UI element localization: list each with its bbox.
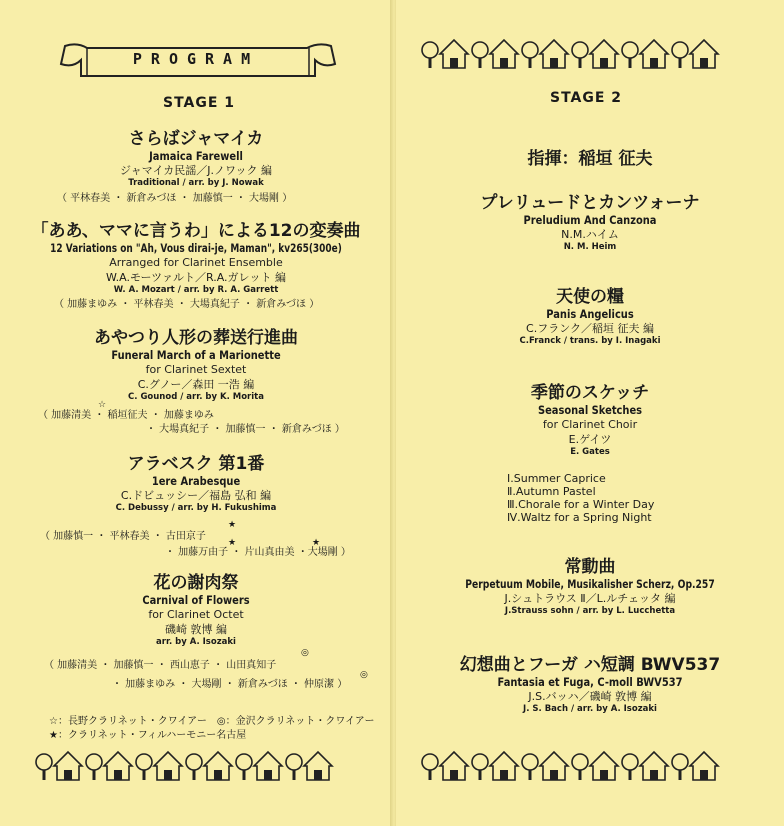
subtitle: Arranged for Clarinet Ensemble bbox=[109, 256, 283, 269]
piece-title-en: 12 Variations on "Ah, Vous dirai-je, Maman", kv265(300e) bbox=[50, 241, 342, 255]
composer: C.ドビュッシー／福島 弘和 編 bbox=[120, 489, 272, 502]
piece-5 bbox=[0, 574, 392, 648]
house-tree-border-icon bbox=[420, 748, 770, 788]
performers: （ 加藤慎一 ・ 平林春美 ・ 古田京子 bbox=[40, 531, 206, 542]
legend-line: ☆：長野クラリネット・クワイアー ◎：金沢クラリネット・クワイアー bbox=[49, 716, 375, 727]
movement: Ⅳ.Waltz for a Spring Night bbox=[507, 511, 652, 524]
conductor: 指揮：稲垣 征夫 bbox=[527, 149, 653, 169]
stage2-label: STAGE 2 bbox=[550, 90, 623, 106]
movement: Ⅰ.Summer Caprice bbox=[507, 472, 606, 485]
performers: ・ 加藤まゆみ ・ 大場剛 ・ 新倉みづほ ・ 仲原潔 ） bbox=[112, 679, 348, 690]
subtitle: for Clarinet Choir bbox=[542, 418, 638, 431]
piece-title-en: Panis Angelicus bbox=[546, 307, 634, 321]
piece-r5 bbox=[396, 656, 784, 715]
piece-title-en: Fantasia et Fuga, C-moll BWV537 bbox=[497, 675, 683, 689]
piece-title-jp: 季節のスケッチ bbox=[530, 383, 650, 403]
piece-title-en: Preludium And Canzona bbox=[523, 213, 657, 227]
piece-title-jp: あやつり人形の葬送行進曲 bbox=[94, 328, 298, 348]
piece-r3 bbox=[396, 384, 784, 458]
composer: E.ゲイツ bbox=[568, 433, 612, 446]
performers: （ 加藤まゆみ ・ 平林春美 ・ 大場真紀子 ・ 新倉みづほ ） bbox=[54, 299, 320, 310]
piece-title-en: Jamaica Farewell bbox=[149, 149, 243, 163]
arranger-en: arr. by A. Isozaki bbox=[156, 637, 236, 647]
house-tree-border-icon bbox=[34, 748, 384, 788]
movement: Ⅱ.Autumn Pastel bbox=[507, 485, 596, 498]
stage1-label: STAGE 1 bbox=[163, 95, 236, 111]
piece-r4 bbox=[396, 558, 784, 617]
arranger-en: Traditional / arr. by J. Nowak bbox=[128, 178, 264, 188]
arranger-en: J. S. Bach / arr. by A. Isozaki bbox=[523, 704, 657, 714]
composer: ジャマイカ民謡／J.ノワック 編 bbox=[120, 164, 272, 177]
performers: （ 平林春美 ・ 新倉みづほ ・ 加藤慎一 ・ 大場剛 ） bbox=[57, 193, 293, 204]
performers: （ 加藤清美 ・ 稲垣征夫 ・ 加藤まゆみ bbox=[38, 410, 214, 421]
double-circle-icon: ◎ bbox=[360, 670, 368, 680]
movement: Ⅲ.Chorale for a Winter Day bbox=[507, 498, 655, 511]
performers: （ 加藤清美 ・ 加藤慎一 ・ 西山恵子 ・ 山田真知子 bbox=[44, 660, 277, 671]
arranger-en: J.Strauss sohn / arr. by L. Lucchetta bbox=[504, 606, 676, 616]
arranger-en: W. A. Mozart / arr. by R. A. Garrett bbox=[113, 285, 279, 295]
piece-title-jp: 天使の糧 bbox=[556, 287, 624, 307]
subtitle: for Clarinet Sextet bbox=[145, 363, 247, 376]
black-star-icon: ★ bbox=[312, 538, 321, 548]
piece-title-en: Perpetuum Mobile, Musikalisher Scherz, Op.257 bbox=[465, 577, 715, 591]
piece-r1 bbox=[396, 194, 784, 253]
performers: ・ 加藤万由子 ・ 片山真由美 ・大場剛 ） bbox=[165, 547, 351, 558]
composer: N.M.ハイム bbox=[561, 228, 619, 241]
piece-title-jp: 花の謝肉祭 bbox=[153, 573, 239, 593]
piece-title-en: 1ere Arabesque bbox=[151, 474, 241, 488]
piece-title-jp: 常動曲 bbox=[564, 557, 616, 577]
white-star-icon: ☆ bbox=[98, 400, 107, 410]
arranger-en: C. Debussy / arr. by H. Fukushima bbox=[115, 503, 277, 513]
piece-r2 bbox=[396, 288, 784, 347]
performers: ・ 大場真紀子 ・ 加藤慎一 ・ 新倉みづほ ） bbox=[146, 424, 345, 435]
piece-title-jp: アラベスク 第1番 bbox=[127, 454, 265, 474]
composer: W.A.モーツァルト／R.A.ガレット 編 bbox=[106, 271, 286, 284]
piece-1 bbox=[0, 130, 392, 189]
composer: J.シュトラウス Ⅱ／L.ルチェッタ 編 bbox=[504, 592, 676, 605]
piece-4 bbox=[0, 455, 392, 514]
arranger-en: C.Franck / trans. by I. Inagaki bbox=[519, 336, 661, 346]
subtitle: for Clarinet Octet bbox=[148, 608, 244, 621]
double-circle-icon: ◎ bbox=[301, 648, 309, 658]
arranger-en: E. Gates bbox=[570, 447, 610, 457]
composer: J.S.バッハ／磯崎 敦博 編 bbox=[528, 690, 652, 703]
piece-title-jp: 幻想曲とフーガ ハ短調 BWV537 bbox=[459, 655, 721, 675]
arranger-en: C. Gounod / arr. by K. Morita bbox=[128, 392, 264, 402]
composer: C.フランク／稲垣 征夫 編 bbox=[526, 322, 654, 335]
composer: C.グノー／森田 一浩 編 bbox=[137, 378, 255, 391]
piece-title-jp: さらばジャマイカ bbox=[128, 129, 264, 149]
right-page bbox=[396, 0, 784, 826]
black-star-icon: ★ bbox=[228, 538, 237, 548]
piece-2 bbox=[0, 222, 392, 296]
piece-title-en: Carnival of Flowers bbox=[142, 593, 250, 607]
legend-line: ★：クラリネット・フィルハーモニー名古屋 bbox=[49, 730, 247, 741]
piece-title-jp: プレリュードとカンツォーナ bbox=[480, 193, 700, 213]
black-star-icon: ★ bbox=[228, 520, 237, 530]
page-title: PROGRAM bbox=[132, 50, 260, 68]
piece-3 bbox=[0, 329, 392, 403]
piece-title-en: Seasonal Sketches bbox=[537, 403, 643, 417]
house-tree-border-icon bbox=[420, 36, 770, 76]
piece-title-jp: 「ああ、ママに言うわ」による12の変奏曲 bbox=[31, 221, 361, 241]
piece-title-en: Funeral March of a Marionette bbox=[111, 348, 281, 362]
composer: 磯崎 敦博 編 bbox=[165, 623, 227, 636]
arranger-en: N. M. Heim bbox=[563, 242, 617, 252]
